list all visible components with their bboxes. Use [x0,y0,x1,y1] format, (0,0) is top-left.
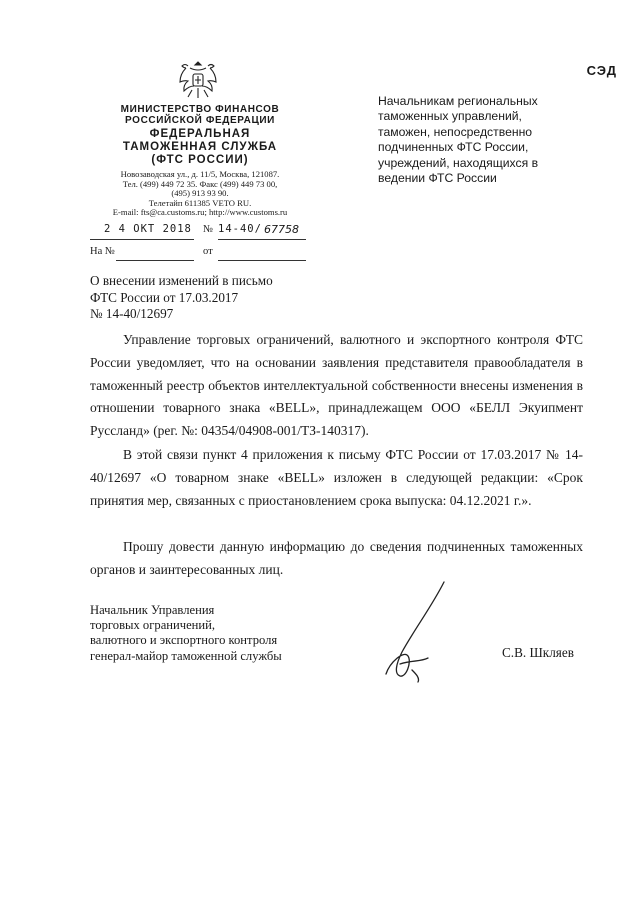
date-stamp: 2 4 ОКТ 2018 [104,223,192,235]
addressee-line-2: таможенных управлений, [378,109,522,124]
subject-line-3: № 14-40/12697 [90,306,174,321]
body-paragraph-2: В этой связи пункт 4 приложения к письму ФТС России от 17.03.2017 № 14-40/12697 «О товарном знаке «BELL» изложен в следующей редакции: «Срок принятия мер, связанных с приостановлением срока выпуска: 04.12.2021 г.». [90,447,583,508]
addressee-line-1: Начальникам региональных [378,94,538,108]
number-field [218,223,306,240]
subject-line-2: ФТС России от 17.03.2017 [90,289,239,305]
signatory-line-1: Начальник Управления [90,603,215,617]
body-paragraph-3: Прошу довести данную информацию до сведения подчиненных таможенных органов и заинтересованных лиц. [90,539,583,577]
ministry-name [90,104,310,126]
number-stamp: 14-40/ [218,223,262,235]
from-field [218,246,306,261]
signatory-line-3: валютного и экспортного контроля [90,633,278,648]
address-line-1: Новозаводская ул., д. 11/5, Москва, 121087. [120,169,280,179]
address-line-4: Телетайп 611385 VETO RU. [148,197,252,208]
ministry-line-1: МИНИСТЕРСТВО ФИНАНСОВ [120,104,280,115]
handwritten-signature-icon [372,578,472,686]
signatory-line-2: торговых ограничений, [90,618,216,633]
letter-body [90,329,583,443]
subject-block [90,273,273,323]
address-line-3: (495) 913 93 90. [171,188,229,199]
ministry-line-2: РОССИЙСКОЙ ФЕДЕРАЦИИ [125,115,275,126]
date-field [90,223,194,240]
letter-body-3 [90,536,583,582]
address-line-2: Тел. (499) 449 72 35. Факс (499) 449 73 00, [122,178,278,189]
double-headed-eagle-emblem-icon [176,58,220,102]
address-line-5: E-mail: fts@ca.customs.ru; http://www.customs.ru [112,207,288,218]
reply-field [116,246,194,261]
service-name [90,128,310,167]
number-label: № [203,224,214,235]
signatory-line-4: генерал-майор таможенной службы [90,648,282,663]
service-line-2: ТАМОЖЕННАЯ СЛУЖБА [122,141,278,153]
signatory-name: С.В. Шкляев [502,645,574,660]
subject-line-1: О внесении изменений в письмо [90,273,273,288]
service-line-1: ФЕДЕРАЛЬНАЯ [149,128,251,140]
addressee-block [378,94,588,186]
address-block [72,170,328,218]
addressee-line-4: подчиненных ФТС России, [378,140,529,155]
from-label: от [203,246,213,257]
service-line-3: (ФТС РОССИИ) [151,154,249,166]
addressee-line-6: ведении ФТС России [378,171,497,186]
body-paragraph-1: Управление торговых ограничений, валютного и экспортного контроля ФТС России уведомляет, что на основании заявления представителя правообладателя в таможенный реестр объектов интеллектуальной собственности внесены изменения в отношении товарного знака «BELL», принадлежащем ООО «БЕЛЛ Экуипмент Руссланд» (рег. №: 04354/04908-001/ТЗ-140317). [90,332,583,439]
signatory-title [90,603,282,664]
addressee-line-3: таможен, непосредственно [378,124,533,139]
letter-body-2 [90,444,583,512]
addressee-line-5: учреждений, находящихся в [378,155,539,170]
number-handwritten: 67758 [264,223,299,236]
reply-label: На № [90,246,115,257]
sed-mark: СЭД [586,63,617,78]
